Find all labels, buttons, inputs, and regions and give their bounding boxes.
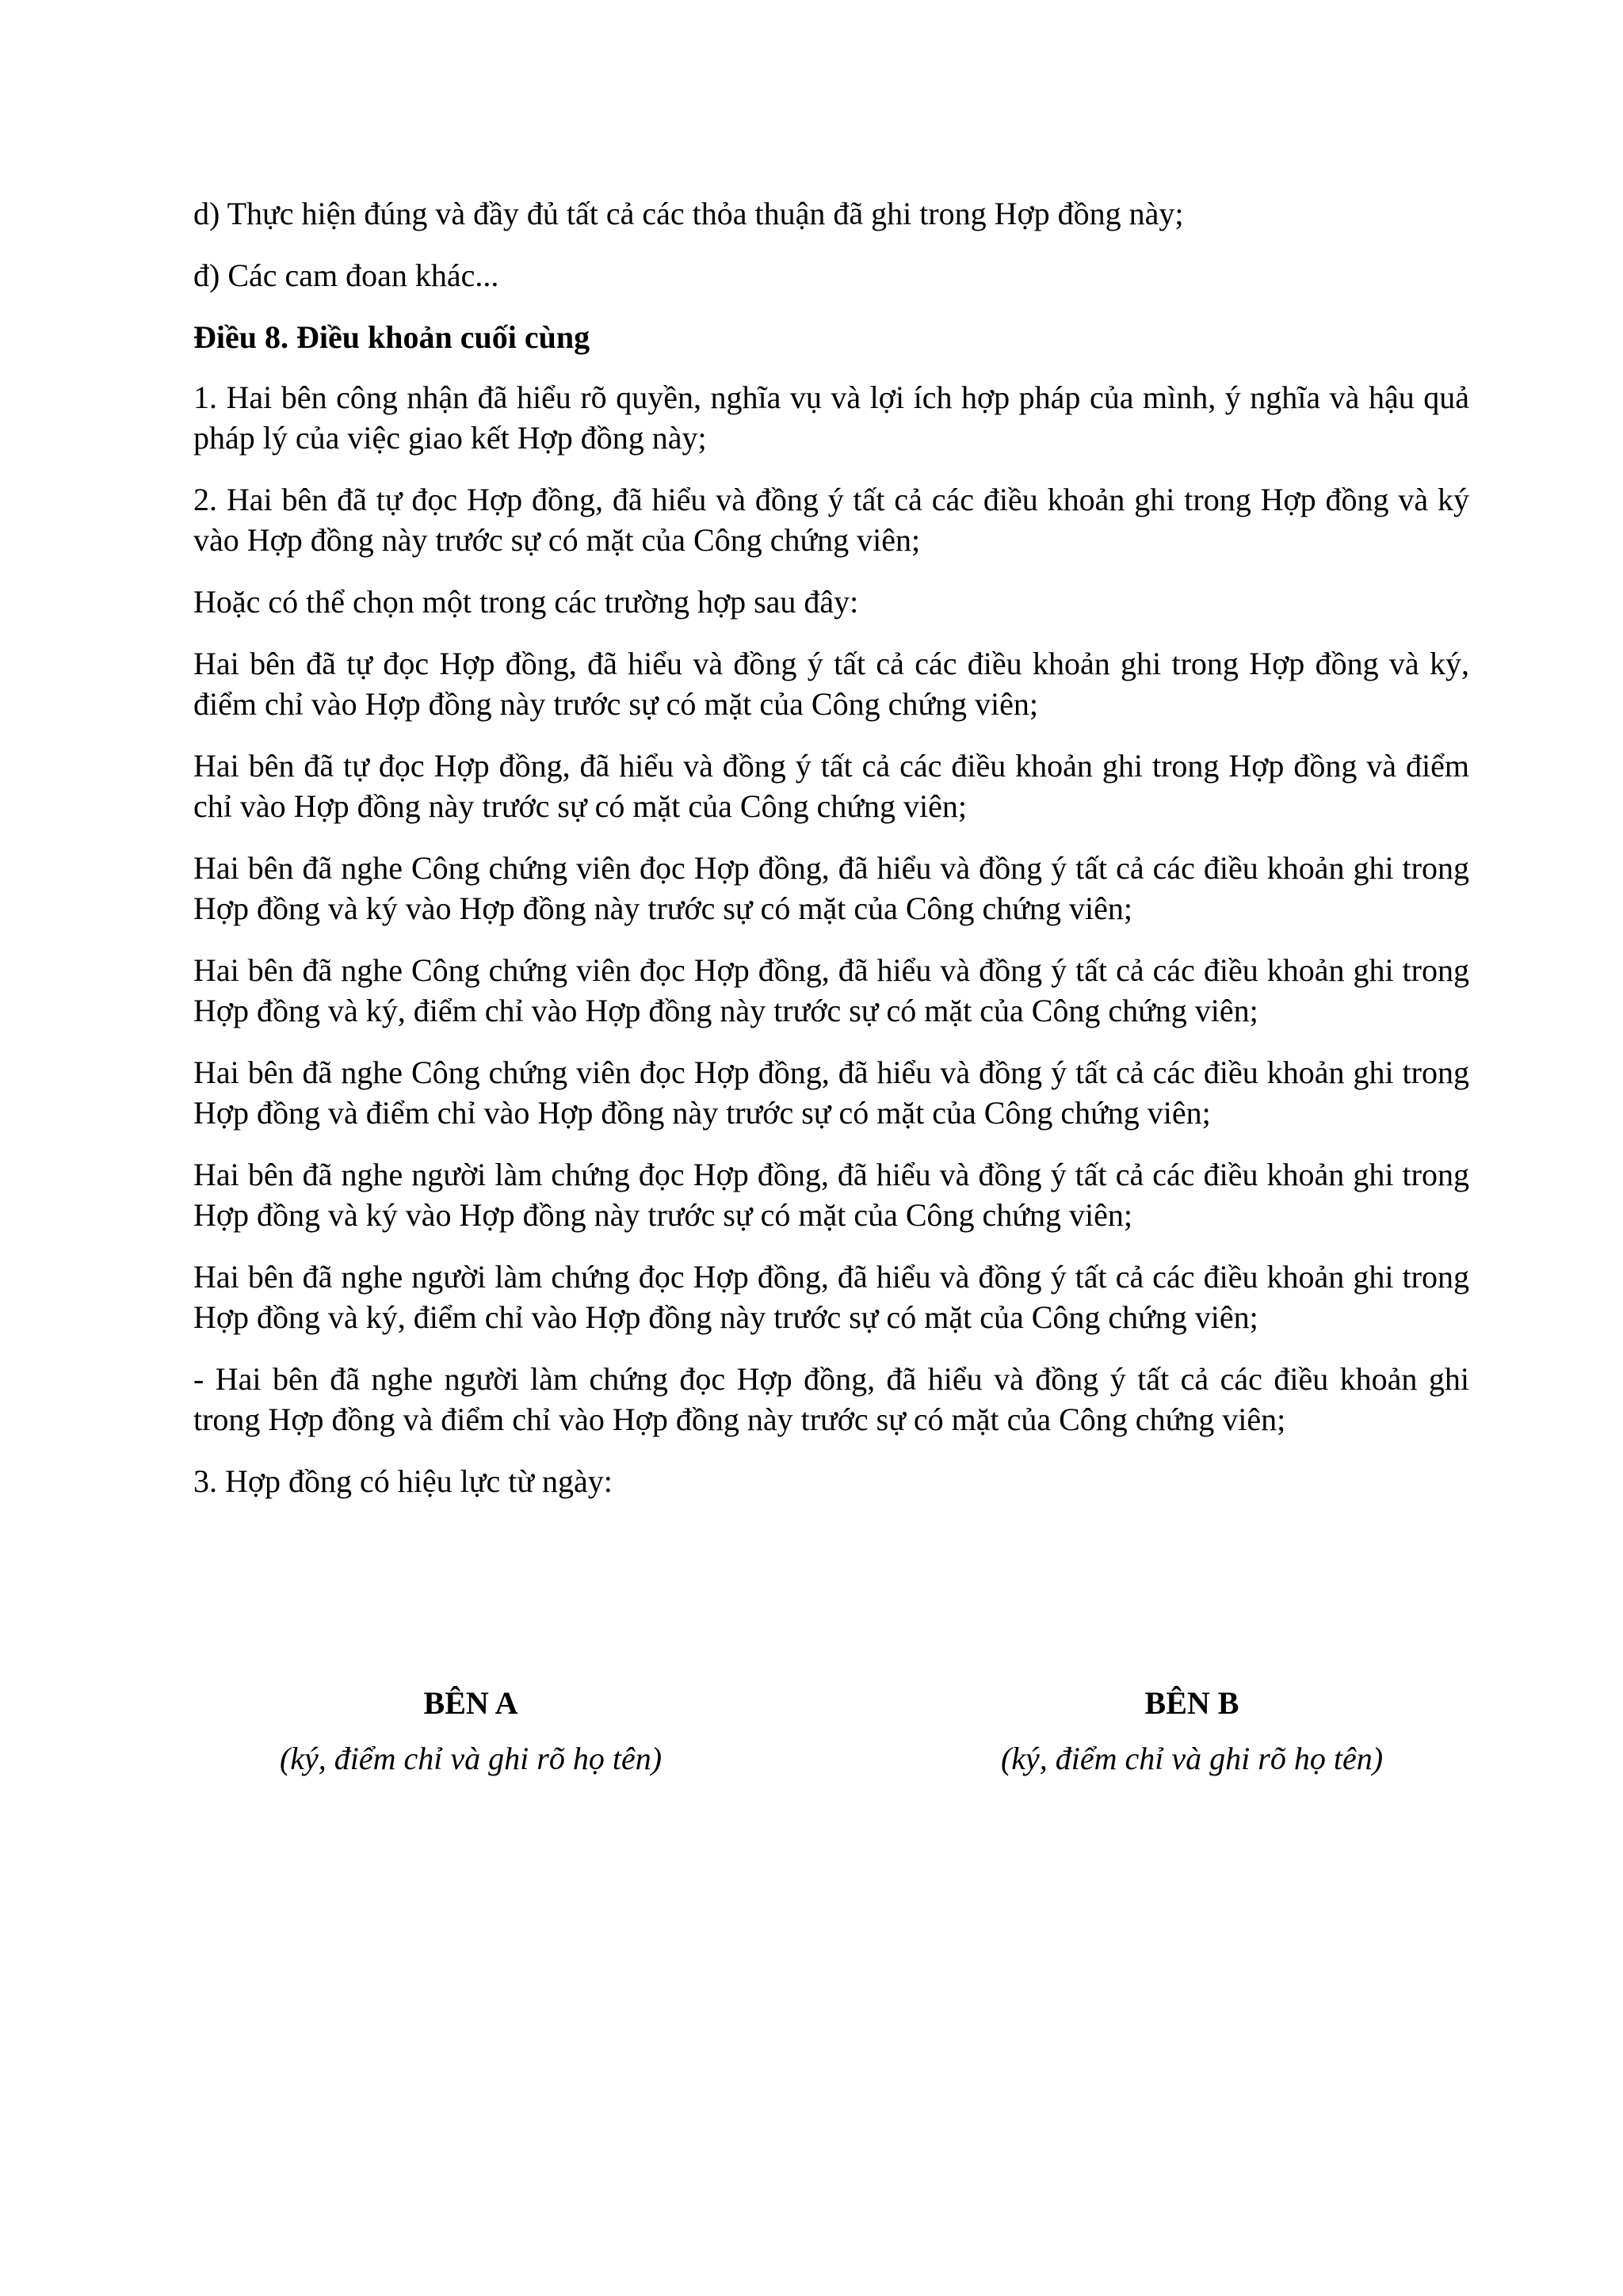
clause-dd: đ) Các cam đoan khác... (193, 257, 499, 293)
party-b-title: BÊN B (1144, 1685, 1239, 1721)
alternative-2: Hai bên đã tự đọc Hợp đồng, đã hiểu và đồng ý tất cả các điều khoản ghi trong Hợp đồng và điểm chỉ vào Hợp đồng này trước sự có mặt của Công chứng viên; (193, 748, 1469, 824)
article-8-item-1: 1. Hai bên công nhận đã hiểu rõ quyền, nghĩa vụ và lợi ích hợp pháp của mình, ý nghĩa và hậu quả pháp lý của việc giao kết Hợp đồng này; (193, 379, 1469, 456)
alternative-5: Hai bên đã nghe Công chứng viên đọc Hợp đồng, đã hiểu và đồng ý tất cả các điều khoản ghi trong Hợp đồng và điểm chỉ vào Hợp đồng này trước sự có mặt của Công chứng viên; (193, 1055, 1469, 1131)
document-body (193, 193, 1469, 1523)
alternative-3: Hai bên đã nghe Công chứng viên đọc Hợp đồng, đã hiểu và đồng ý tất cả các điều khoản ghi trong Hợp đồng và ký vào Hợp đồng này trước sự có mặt của Công chứng viên; (193, 850, 1469, 926)
alternatives-intro: Hoặc có thể chọn một trong các trường hợp sau đây: (193, 584, 859, 620)
clause-d: d) Thực hiện đúng và đầy đủ tất cả các thỏa thuận đã ghi trong Hợp đồng này; (193, 196, 1184, 231)
alternative-6: Hai bên đã nghe người làm chứng đọc Hợp đồng, đã hiểu và đồng ý tất cả các điều khoản ghi trong Hợp đồng và ký vào Hợp đồng này trước sự có mặt của Công chứng viên; (193, 1157, 1469, 1233)
article-8-heading: Điều 8. Điều khoản cuối cùng (193, 319, 590, 355)
party-a-title: BÊN A (423, 1685, 518, 1721)
alternative-1: Hai bên đã tự đọc Hợp đồng, đã hiểu và đồng ý tất cả các điều khoản ghi trong Hợp đồng và ký, điểm chỉ vào Hợp đồng này trước sự có mặt của Công chứng viên; (193, 646, 1469, 722)
article-8-item-2: 2. Hai bên đã tự đọc Hợp đồng, đã hiểu và đồng ý tất cả các điều khoản ghi trong Hợp đồng và ký vào Hợp đồng này trước sự có mặt của Công chứng viên; (193, 482, 1469, 558)
alternative-4: Hai bên đã nghe Công chứng viên đọc Hợp đồng, đã hiểu và đồng ý tất cả các điều khoản ghi trong Hợp đồng và ký, điểm chỉ vào Hợp đồng này trước sự có mặt của Công chứng viên; (193, 952, 1469, 1028)
article-8-item-3: 3. Hợp đồng có hiệu lực từ ngày: (193, 1463, 613, 1499)
party-a-signature (193, 1684, 748, 1779)
alternative-7: Hai bên đã nghe người làm chứng đọc Hợp đồng, đã hiểu và đồng ý tất cả các điều khoản ghi trong Hợp đồng và ký, điểm chỉ vào Hợp đồng này trước sự có mặt của Công chứng viên; (193, 1259, 1469, 1335)
party-b-note: (ký, điểm chỉ và ghi rõ họ tên) (1000, 1741, 1384, 1776)
signature-block (193, 1684, 1469, 1779)
alternative-8: - Hai bên đã nghe người làm chứng đọc Hợp đồng, đã hiểu và đồng ý tất cả các điều khoản ghi trong Hợp đồng và điểm chỉ vào Hợp đồng này trước sự có mặt của Công chứng viên; (193, 1361, 1469, 1437)
party-b-signature (915, 1684, 1469, 1779)
party-a-note: (ký, điểm chỉ và ghi rõ họ tên) (279, 1741, 663, 1776)
